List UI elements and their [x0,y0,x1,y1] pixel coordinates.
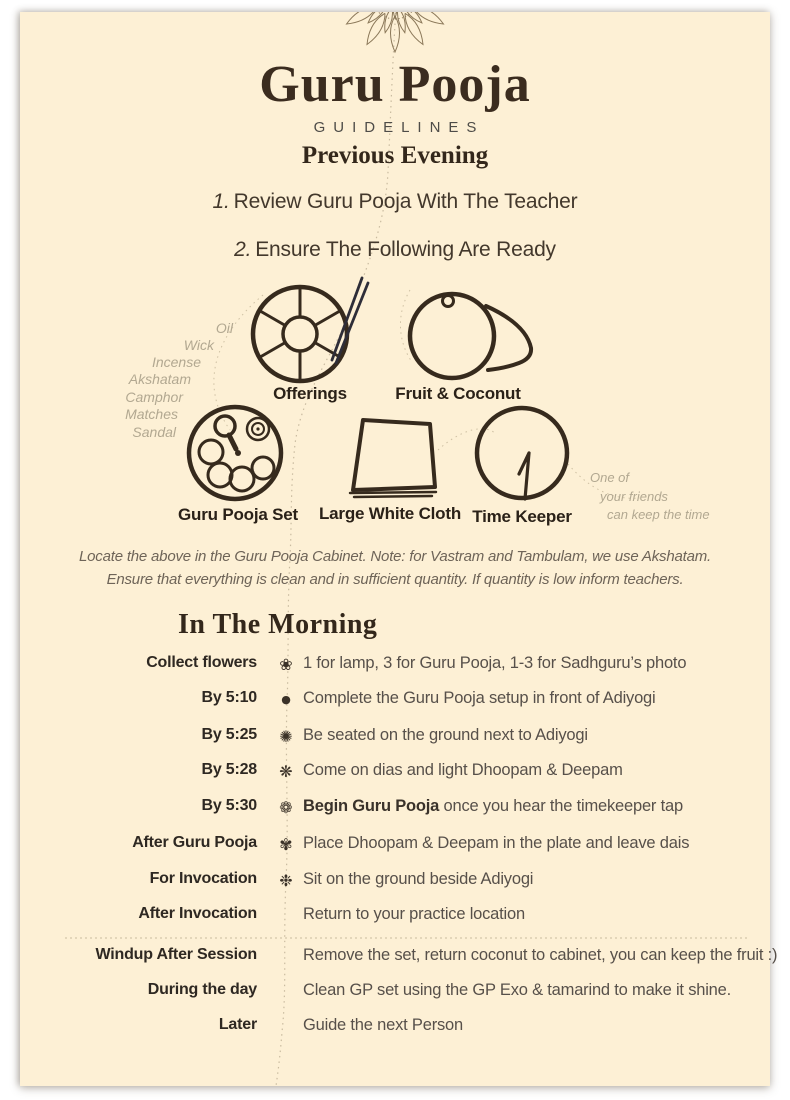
timeline-label: Windup After Session [95,946,257,963]
guru-pooja-set-drawing [189,407,281,499]
large-white-cloth-caption: Large White Cloth [318,504,462,523]
timeline-row-collect-flowers [20,654,770,676]
timeline-label: By 5:28 [201,761,257,778]
timeline-text: Clean GP set using the GP Exo & tamarind to make it shine. [303,981,732,999]
timeline-label: By 5:10 [201,689,257,706]
timeline-row-by-510 [20,689,770,711]
cabinet-note-line2: Ensure that everything is clean and in sufficient quantity. If quantity is low inform teachers. [106,571,684,588]
timeline-row-after-invocation [20,905,770,927]
timeline-row-by-530 [20,797,770,819]
offerings-drawing [253,278,368,381]
timeline-label: Collect flowers [146,654,257,671]
section-heading-in-the-morning: In The Morning [178,609,378,640]
spiky-asterisk-icon: ❋ [279,762,293,781]
timeline-text: Begin Guru Pooja once you hear the timekeeper tap [303,797,683,815]
timeline-label: After Guru Pooja [132,834,257,851]
page-subtitle: GUIDELINES [313,119,485,136]
fruit-coconut-caption: Fruit & Coconut [395,384,521,403]
page-title: Guru Pooja [259,56,531,113]
supply-label-wick: Wick [183,337,214,353]
step-text: Ensure The Following Are Ready [255,238,556,261]
step-text: Review Guru Pooja With The Teacher [233,190,578,213]
step-number: 2. [234,238,252,261]
timeline-label: For Invocation [149,870,257,887]
timekeeper-note-line: your friends [600,489,668,504]
supply-label-sandal: Sandal [132,424,176,440]
timeline-text: Return to your practice location [303,905,525,923]
ornate-flower-icon: ❁ [279,798,293,817]
guidelines-page [20,12,778,1086]
timeline-row-for-invocation [20,870,770,892]
timeline-label: During the day [147,981,257,998]
guru-pooja-set-caption: Guru Pooja Set [178,505,298,524]
timeline-row-during-the-day [20,981,770,1003]
timeline-row-by-525 [20,726,770,748]
timeline-label: After Invocation [138,905,257,922]
timeline-text: Place Dhoopam & Deepam in the plate and leave dais [303,834,690,852]
supply-label-camphor: Camphor [125,389,183,405]
supply-label-incense: Incense [151,354,201,370]
cabinet-note [20,545,770,591]
timekeeper-note-line: can keep the time [607,507,710,522]
mandala-flower-icon: ✾ [279,835,293,854]
timeline-row-after-guru-pooja [20,834,770,856]
step-item [20,238,770,262]
timeline-text: 1 for lamp, 3 for Guru Pooja, 1-3 for Sadhguru’s photo [303,654,687,672]
fruit-coconut-drawing [410,294,531,378]
step-item [20,190,770,214]
cabinet-note-line1: Locate the above in the Guru Pooja Cabinet. Note: for Vastram and Tambulam, we use Akshatam. [79,548,711,565]
supply-label-matches: Matches [125,406,178,422]
timeline-text: Be seated on the ground next to Adiyogi [303,726,588,744]
timeline-row-later [20,1016,770,1038]
large-white-cloth-drawing [350,420,436,497]
dot-icon: ● [281,693,291,706]
small-flower-icon: ❉ [279,871,293,890]
offerings-caption: Offerings [273,384,347,403]
timeline-text: Come on dias and light Dhoopam & Deepam [303,761,623,779]
section-heading-previous-evening: Previous Evening [301,142,489,169]
starburst-icon: ✺ [279,727,293,746]
timeline-text: Guide the next Person [303,1016,463,1034]
time-keeper-caption: Time Keeper [472,507,572,526]
supply-label-oil: Oil [215,320,233,336]
supply-label-akshatam: Akshatam [128,371,191,387]
timeline-text: Sit on the ground beside Adiyogi [303,870,534,888]
timekeeper-note-line: One of [590,470,630,485]
flower-icon: ❀ [279,655,293,674]
step-number: 1. [212,190,230,213]
timeline-label: Later [218,1016,257,1033]
timeline-row-windup [20,946,778,968]
timeline-row-by-528 [20,761,770,783]
timeline-text: Remove the set, return coconut to cabinet, you can keep the fruit :) [303,946,778,964]
timeline-label: By 5:30 [201,797,257,814]
timeline-label: By 5:25 [201,726,257,743]
time-keeper-drawing [477,408,567,499]
timeline-text: Complete the Guru Pooja setup in front of Adiyogi [303,689,656,707]
